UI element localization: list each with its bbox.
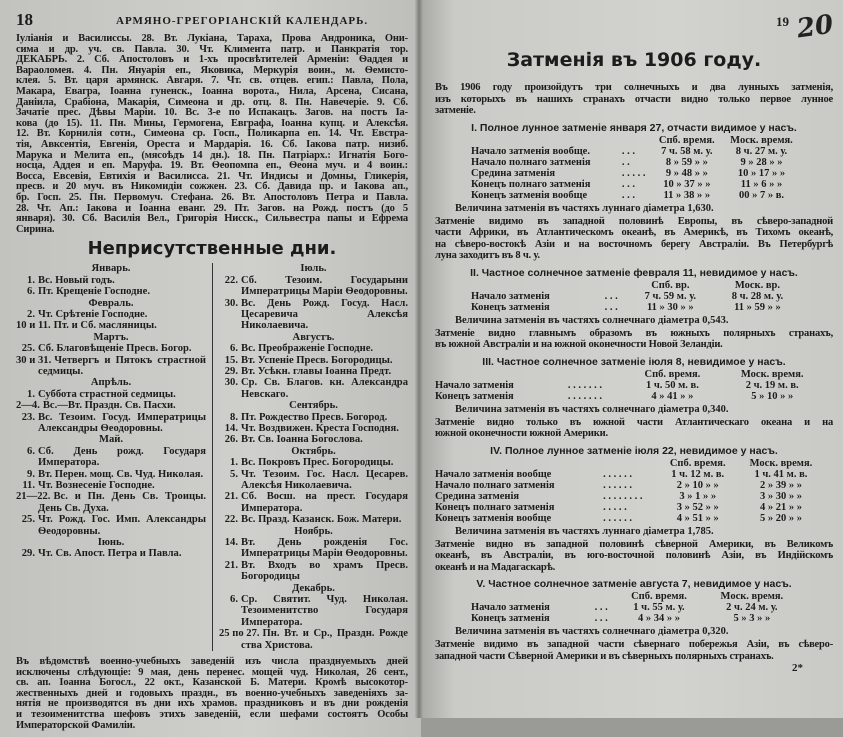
intro-paragraph [435,82,833,117]
text-line: луна заходитъ въ 8 ч. у. [435,250,540,261]
holiday-name: Пн. Вт. и Ср., Праздн. Рожде ства Христова. [241,628,408,651]
spb-time: 7 ч. 59 м. у. [644,290,697,302]
month-heading: Сентябрь. [289,400,338,412]
phase-label: Средина затменія [435,490,520,502]
holiday-date: 21—22. [16,491,51,503]
holiday-name: Чт. Вознесеніе Господне. [38,480,155,491]
leader-dots: . . . . . [621,167,646,179]
holiday-date: 1. [230,457,238,469]
eclipse-phase-row [471,168,801,179]
eclipse-visibility-note [435,328,833,351]
holiday-item [16,400,206,411]
eclipse-section [435,123,833,262]
msk-time: 8 ч. 28 м. у. [731,290,784,302]
text-line: носца, Аддея и еп. Маруфа. 19. Вт. Ѳеопомпа еп., Ѳеона муч. и 4 воин.: [16,160,408,172]
eclipse-phase-row [435,513,825,524]
eclipse-times-table [435,458,825,524]
december-saints-paragraph [16,34,408,235]
holiday-item [16,286,206,297]
spb-time: 4 » 51 » » [676,512,719,524]
eclipse-phase-row [471,157,801,168]
eclipse-section [435,357,833,440]
eclipse-phase-row [435,380,825,391]
right-page [421,0,843,718]
eclipse-times-table [471,135,801,201]
phase-label: Начало затменія [471,290,550,302]
eclipse-phase-row [471,613,801,624]
holiday-name: Чт. Срѣтеніе Господне. [38,308,148,320]
holiday-item [16,446,206,469]
column-header-msk: Моск. время. [730,134,793,146]
text-line: Въ 1906 году произойдутъ три солнечныхъ и два лунныхъ затменія, [435,82,833,93]
text-line: Даніила, Срабіона, Макарія, Симеона и др. отц. 8. Пн. Навечеріе. 9. Сб. [16,96,408,108]
eclipse-phase-row [435,491,825,502]
holiday-date: 29. [21,548,35,560]
holiday-date: 29. [224,365,238,377]
holiday-item [219,298,408,332]
msk-time: 5 » 20 » » [759,512,802,524]
text-line: сима и др. уч. св. Павла. 30. Чт. Климента патр. и Панкратія тор. [16,43,408,55]
footnote-paragraph [16,657,408,731]
holiday-date: 25. [21,514,35,526]
spacer [605,280,627,291]
book-gutter [415,0,423,718]
text-line: Вараоломея. 4. Пн. Януарія еп., Яковика, Меркурія воин., м. Ѳемисто- [16,64,408,76]
holiday-item [16,275,206,286]
spb-time: 3 » 52 » » [676,501,719,513]
spb-time: 11 » 38 » » [663,189,711,201]
text-line: океанѣ, въ Австраліи, въ юго-восточной половинѣ Азіи, въ Индійскомъ [435,550,833,561]
holiday-date: 2—4. [16,400,40,412]
spacer [471,591,595,602]
page-header [16,10,408,34]
msk-time: 4 » 21 » » [759,501,802,513]
text-line: южной оконечности южной Америки. [435,428,608,439]
leader-dots: . . . [621,178,635,190]
month-heading: Май. [98,434,124,446]
column-header-msk: Моск. время. [740,368,804,380]
text-line: Затменіе видимо въ западной части сѣвернаго побережья Азіи, въ сѣверо- [435,639,833,650]
holiday-name: Вс. День Рожд. Госуд. Насл. Цесаревича Алексѣя Николаевича. [241,297,408,332]
holiday-name: Пт. и Сб. масляницы. [53,320,157,332]
spb-time: 3 » 1 » » [679,490,717,502]
eclipse-phase-row [471,190,801,201]
leader-dots: . . . [594,613,608,624]
phase-label: Конецъ затменія [435,390,514,402]
holiday-name: Вс. Преображеніе Господне. [241,343,374,355]
eclipse-heading: III. Частное солнечное затменіе іюля 8, невидимое у насъ. [482,355,786,368]
text-line: Зачатіе прес. Дѣвы Маріи. 10. Вс. 3-е по Испакацъ. Загов. на постъ Іа- [16,107,408,119]
holiday-item [219,366,408,377]
msk-time: 5 » 10 » » [751,390,794,402]
holiday-name: Чт. Тезоим. Гос. Насл. Цесарев. Алексѣя Николаевича. [241,468,408,491]
holiday-item [219,457,408,468]
holiday-name: Чт. Св. Апост. Петра и Павла. [38,548,182,560]
leader-dots: . . . . . . [603,468,633,480]
holiday-item [16,480,206,491]
eclipse-phase-row [471,302,801,313]
eclipse-heading: V. Частное солнечное затменіе августа 7, невидимое у насъ. [476,578,792,590]
msk-time: 2 ч. 24 м. у. [726,602,778,613]
holiday-name: Сб. День рожд. Государя Императора. [38,445,206,469]
holiday-name: Сб. Восш. на прест. Государя Императора. [241,491,408,514]
holiday-item [219,491,408,514]
msk-time: 2 » 39 » » [759,479,802,491]
eclipse-visibility-note [435,539,833,574]
column-header-spb: Спб. вр. [651,279,690,291]
holiday-date: 22. [224,514,238,526]
holiday-date: 30. [224,377,238,389]
holiday-item [219,594,408,628]
leader-dots: . . . . . . . [567,390,603,402]
text-line: тія, Авксентія, Евгенія, Ореста и Мардарія. 16. Сб. Іакова патр. низиб. [16,138,408,150]
table-header-row [435,458,825,469]
spb-time: 11 » 30 » » [647,301,694,313]
month-heading: Августъ. [292,331,335,343]
holiday-date: 15. [224,354,238,366]
month-heading: Ноябрь. [294,525,333,537]
phase-label: Конецъ затменія [471,301,550,313]
holiday-date: 8. [230,411,238,423]
holiday-date: 6. [27,286,35,298]
column-header-spb: Спб. время. [644,368,701,380]
holidays-columns [16,263,408,651]
month-heading: Февраль. [88,297,134,309]
eclipse-heading: I. Полное лунное затменіе января 27, отчасти видимое у насъ. [471,121,797,134]
holiday-date: 22. [224,274,238,286]
leader-dots: . . . . . . . . [603,490,643,502]
holiday-item [219,275,408,298]
holiday-item [16,355,206,378]
spb-time: 7 ч. 58 м. у. [661,145,713,157]
eclipse-section [435,268,833,351]
holiday-date: 30. [224,297,238,309]
page-number: 19 [776,14,789,29]
eclipse-phase-row [435,391,825,402]
month-heading: Декабрь. [292,582,335,594]
column-header-msk: Моск. время. [749,457,813,469]
spb-time: 8 » 59 » » [665,156,708,168]
eclipse-visibility-note [435,639,833,662]
eclipse-magnitude: Величина затменія въ частяхъ солнечнаго діаметра 0,340. [455,403,729,415]
text-line: Іуліанія и Василиссы. 28. Вт. Лукіана, Тараха, Прова Андроника, Они- [16,33,408,44]
text-line: клея. 5. Вт. царя армянск. Авгаря. 7. Чт. св. отцев. егип.: Павла, Пола, [16,75,408,87]
msk-time: 2 ч. 19 м. в. [745,379,799,391]
spacer [603,458,658,469]
phase-label: Начало затменія [435,379,514,391]
text-line: Императорской Фамиліи. [16,719,136,731]
holiday-item [219,434,408,445]
text-line: Сирина. [16,223,55,235]
eclipse-section [435,446,833,574]
spb-time: 1 ч. 55 м. у. [633,602,685,613]
holiday-name: Вт. Св. Іоанна Богослова. [241,434,363,446]
holiday-date: 11. [22,480,35,491]
holiday-date: 1. [27,274,35,286]
eclipse-phase-row [471,146,801,157]
eclipse-heading: II. Частное солнечное затменіе февраля 11, невидимое у насъ. [470,266,798,279]
eclipse-magnitude: Величина затменія въ частяхъ солнечнаго діаметра 0,543. [455,314,729,326]
spb-time: 4 » 34 » » [637,613,680,624]
phase-label: Конецъ полнаго затменія [471,178,591,190]
holidays-column-right [212,263,408,651]
holiday-name: Вс.—Вт. Праздн. Св. Пасхи. [42,400,176,412]
column-header-msk: Моск. время. [720,591,784,602]
holiday-item [16,469,206,480]
spacer [435,369,568,380]
eclipse-visibility-note [435,216,833,262]
leader-dots: . . . . . . . [567,379,603,391]
msk-time: 10 » 17 » » [737,167,786,179]
text-line: 12. Вт. Корнилія сотн., Симеона ср. Госп., Поликарпа еп. 14. Чт. Евстра- [16,128,408,140]
text-line: св. ап. Іоанна Богосл., 22 окт., Казанской Б. Матери. Кромѣ высокотор- [16,677,408,689]
holidays-title: Неприсутственные дни. [87,238,337,260]
msk-time: 00 » 7 » в. [738,189,785,201]
spacer [568,369,626,380]
holiday-name: Вс. Тезоим. Госуд. Императрицы Александры Ѳеодоровны. [38,411,206,434]
eclipse-phase-row [471,602,801,613]
holiday-date: 21. [224,559,238,571]
eclipse-heading: IV. Полное лунное затменіе іюля 22, невидимое у насъ. [490,444,778,457]
holiday-date: 30 и 31. [16,354,52,366]
eclipse-phase-row [435,469,825,480]
holiday-name: Суббота страстной седмицы. [38,388,176,400]
text-line: Въ вѣдомствѣ военно-учебныхъ заведеній изъ числа празднуемыхъ дней [16,656,408,668]
text-line: бр. Госп. 25. Пн. Первомуч. Стефана. 26. Вт. Апостоловъ Петра и Павла. [16,191,408,203]
eclipse-phase-row [435,502,825,513]
page-number: 18 [16,10,33,29]
msk-time: 5 » 3 » » [733,613,771,624]
page-top [435,0,833,48]
eclipse-section [435,579,833,662]
column-header-msk: Моск. вр. [734,279,780,291]
table-header-row [435,369,825,380]
text-line: изъ которыхъ въ нашихъ странахъ отчасти видно только первое лунное [435,93,833,105]
spb-time: 1 ч. 50 м. в. [645,379,699,391]
holiday-name: Вт. Входъ во храмъ Пресв. Богородицы [241,559,408,583]
leader-dots: . . . [621,189,635,201]
spb-time: 9 » 48 » » [665,167,708,179]
holiday-name: Вс. Покровъ Прес. Богородицы. [241,457,394,469]
spb-time: 1 ч. 12 м. в. [671,468,725,480]
holiday-date: 14. [224,422,238,434]
eclipse-times-table [471,280,801,313]
holiday-date: 21. [224,491,238,503]
leader-dots: . . [621,156,630,168]
month-heading: Январь. [91,263,131,275]
eclipse-visibility-note [435,417,833,440]
msk-time: 9 » 28 » » [740,156,783,168]
holiday-name: Пт. Рождество Пресв. Богород. [241,411,388,423]
holiday-name: Вс. Новый годъ. [38,274,115,286]
holiday-date: 25 по 27. [219,628,260,640]
eclipses-title: Затменія въ 1906 году. [506,49,762,71]
holiday-item [16,389,206,400]
holiday-name: Ср. Святит. Чуд. Николая. Тезоименитство Государя Императора. [241,594,408,628]
holiday-item [16,343,206,354]
holiday-item [219,628,408,651]
holiday-date: 2. [27,308,35,320]
phase-label: Начало затменія вообще. [471,145,590,157]
column-header-spb: Спб. время. [631,591,687,602]
phase-label: Начало полнаго затменія [471,156,591,168]
left-page [0,0,421,737]
table-header-row [471,591,801,602]
spb-time: 10 » 37 » » [663,178,711,190]
eclipse-magnitude: Величина затменія въ частяхъ луннаго діаметра 1,785. [455,525,714,537]
holiday-date: 6. [27,445,35,457]
phase-label: Начало затменія [471,602,550,613]
text-line: исключены слѣдующіе: 9 мая, день перенес. мощей чуд. Николая, 26 сент., [16,666,408,678]
holiday-date: 14. [224,537,238,549]
text-line: въ южной Австраліи и на южной оконечности Новой Зеландіи. [435,339,723,350]
text-line: 28. Чт. Ап.: Іакова и Іоанна еванг. 29. Пт. Загов. на Рожд. постъ (до 5 [16,202,408,214]
msk-time: 11 » 6 » » [740,178,783,190]
table-header-row [471,280,801,291]
eclipse-times-table [471,591,801,624]
holiday-date: 9. [27,468,35,480]
leader-dots: . . . . . [603,501,627,513]
holiday-date: 23. [21,411,35,423]
holiday-date: 6. [230,594,238,606]
text-line: января). 30. Сб. Василія Вел., Григорія Нисск., Сильвестра папы и Ефрема [16,213,408,225]
column-header-spb: Спб. время. [658,134,715,146]
holiday-date: 10 и 11. [16,320,51,332]
leader-dots: . . . . . . [603,512,633,524]
text-line: Макара, Евагра, Іоанна гуненск., Іоанна ворота., Нила, Арсена, Сисана, [16,85,408,97]
month-heading: Октябрь. [291,445,336,457]
spacer [435,458,603,469]
text-line: ДЕКАБРЬ. 2. Сб. Апостоловъ и 1-хъ просвѣтителей Арменіи: Ѳаддея и [16,54,408,66]
holiday-item [219,412,408,423]
holiday-name: Чт. Рожд. Гос. Имп. Александры Ѳеодоровны. [38,514,206,537]
holiday-item [219,377,408,400]
text-line: части Африки, въ Атлантическомъ океанѣ, въ Америкѣ, въ Тихомъ океанѣ, [435,227,833,238]
spacer [471,135,622,146]
holiday-name: Чт. Воздвижен. Креста Господня. [241,422,399,434]
text-line: Затменіе видимо въ западной половинѣ Европы, въ сѣверо-западной [435,215,833,227]
holiday-item [16,548,206,559]
holiday-name: Пт. Крещеніе Господне. [38,286,150,298]
text-line: западной части Сѣверной Америки и въ сѣверныхъ полярныхъ странахъ. [435,650,774,662]
holiday-date: 25. [21,343,35,355]
leader-dots: . . . [621,145,635,157]
phase-label: Конецъ затменія вообще [471,189,588,201]
text-line: Затменіе видно въ западной половинѣ сѣверной Америки, въ Великомъ [435,538,833,550]
column-header-spb: Спб. время. [669,457,726,469]
eclipse-phase-row [471,291,801,302]
eclipse-magnitude: Величина затменія въ частяхъ луннаго діаметра 1,630. [455,202,714,214]
spacer [622,135,652,146]
holiday-item [219,423,408,434]
month-heading: Мартъ. [93,331,129,343]
text-line: и тезоименитства шефовъ этихъ заведеній, если шефами состоятъ Особы [16,709,408,721]
month-heading: Апрѣль. [90,377,132,389]
holiday-item [16,320,206,331]
eclipse-times-table [435,369,825,402]
holidays-column-left [16,263,212,651]
holiday-date: 26. [224,434,238,446]
holiday-item [219,537,408,560]
holiday-name: Вт. Успеніе Пресв. Богородицы. [241,354,393,366]
holiday-item [16,309,206,320]
text-line: нятія не производятся въ дни ихъ храмов. праздниковъ и въ дни рожденія [16,698,408,710]
spb-time: 2 » 10 » » [676,479,719,491]
phase-label: Конецъ затменія [471,613,550,624]
spacer [471,280,605,291]
text-line: кова (до 15). 11. Пн. Мины, Гермогена, Евграфа, Іоанна купц. и Алексѣя. [16,117,408,129]
leader-dots: . . . [604,290,618,302]
leader-dots: . . . [604,301,618,313]
holiday-item [219,355,408,366]
holiday-item [219,469,408,492]
month-heading: Іюнь. [97,537,125,549]
leader-dots: . . . [594,602,608,613]
text-line: Затменіе видно главнымъ образомъ въ южныхъ полярныхъ странахъ, [435,327,833,339]
text-line: на сѣверо-востокѣ Азіи и на восточномъ берегу Австраліи. Въ Петербургѣ [435,238,833,250]
eclipse-phase-row [471,179,801,190]
phase-label: Начало затменія вообще [435,468,552,480]
text-line: Марука и Мелита еп., (мясоѣдъ 14 дн.). 18. Пн. Патріарх.: Игнатія Бого- [16,149,408,161]
phase-label: Средина затменія [471,167,556,179]
holiday-item [219,560,408,583]
running-head: АРМЯНО-ГРЕГОРІАНСКІЙ КАЛЕНДАРЬ. [116,15,369,27]
msk-time: 8 ч. 27 м. у. [735,145,788,157]
holiday-item [219,343,408,354]
holiday-name: Четвергъ и Пятокъ страстной седмицы. [38,354,206,377]
holiday-name: Вс. Празд. Казанск. Бож. Матери. [241,514,402,526]
leader-dots: . . . . . . [603,479,633,491]
month-heading: Іюль. [300,263,327,275]
holiday-name: Вт. Перен. мощ. Св. Чуд. Николая. [38,468,204,480]
phase-label: Конецъ полнаго затменія [435,501,555,513]
holiday-item [219,514,408,525]
text-line: океанѣ и на Мадагаскарѣ. [435,561,556,573]
holiday-name: Вт. День рожденія Гос. Императрицы Маріи Ѳеодоровны. [241,537,408,560]
text-line: пресв. и 20 муч. въ Никомидіи сожжен. 23. Сб. Давида пр. и Іакова ап., [16,181,408,193]
holiday-name: Вт. Усѣкн. главы Іоанна Предт. [241,365,392,377]
holiday-date: 1. [27,388,35,400]
text-line: затменіе. [435,105,476,116]
holiday-name: Вс. и Пн. День Св. Троицы. День Св. Духа. [38,491,206,514]
msk-time: 11 » 59 » » [734,301,781,313]
phase-label: Конецъ затменія вообще [435,512,552,524]
holiday-item [16,491,206,514]
msk-time: 1 ч. 41 м. в. [754,468,808,480]
holiday-name: Сб. Благовѣщеніе Пресв. Богор. [38,343,192,355]
eclipses-list [435,123,833,663]
holiday-name: Ср. Св. Благов. кн. Александра Невскаго. [241,377,408,400]
holiday-date: 5. [230,468,238,480]
phase-label: Начало полнаго затменія [435,479,555,491]
holiday-date: 6. [230,343,238,355]
spacer [595,591,616,602]
spb-time: 4 » 41 » » [651,390,694,402]
table-header-row [471,135,801,146]
text-line: жественныхъ дней и годовыхъ праздн., въ военно-учебныхъ заведеніяхъ за- [16,687,408,699]
msk-time: 3 » 30 » » [759,490,802,502]
signature-mark: 2* [792,662,803,674]
eclipse-magnitude: Величина затменія въ частяхъ солнечнаго діаметра 0,320. [455,626,729,637]
text-line: Затменіе видно только въ южной части Атлантическаго океана и на [435,416,833,428]
eclipse-phase-row [435,480,825,491]
holiday-name: Сб. Тезоим. Государыни Императрицы Маріи Ѳеодоровны. [241,274,408,298]
handwritten-page-number: 20 [794,9,835,45]
holiday-item [16,412,206,435]
holiday-item [16,514,206,537]
text-line: Восса, Евсевія, Евтихія и Василисса. 21. Чт. Индисы и Домны, Гликерія, [16,170,408,182]
